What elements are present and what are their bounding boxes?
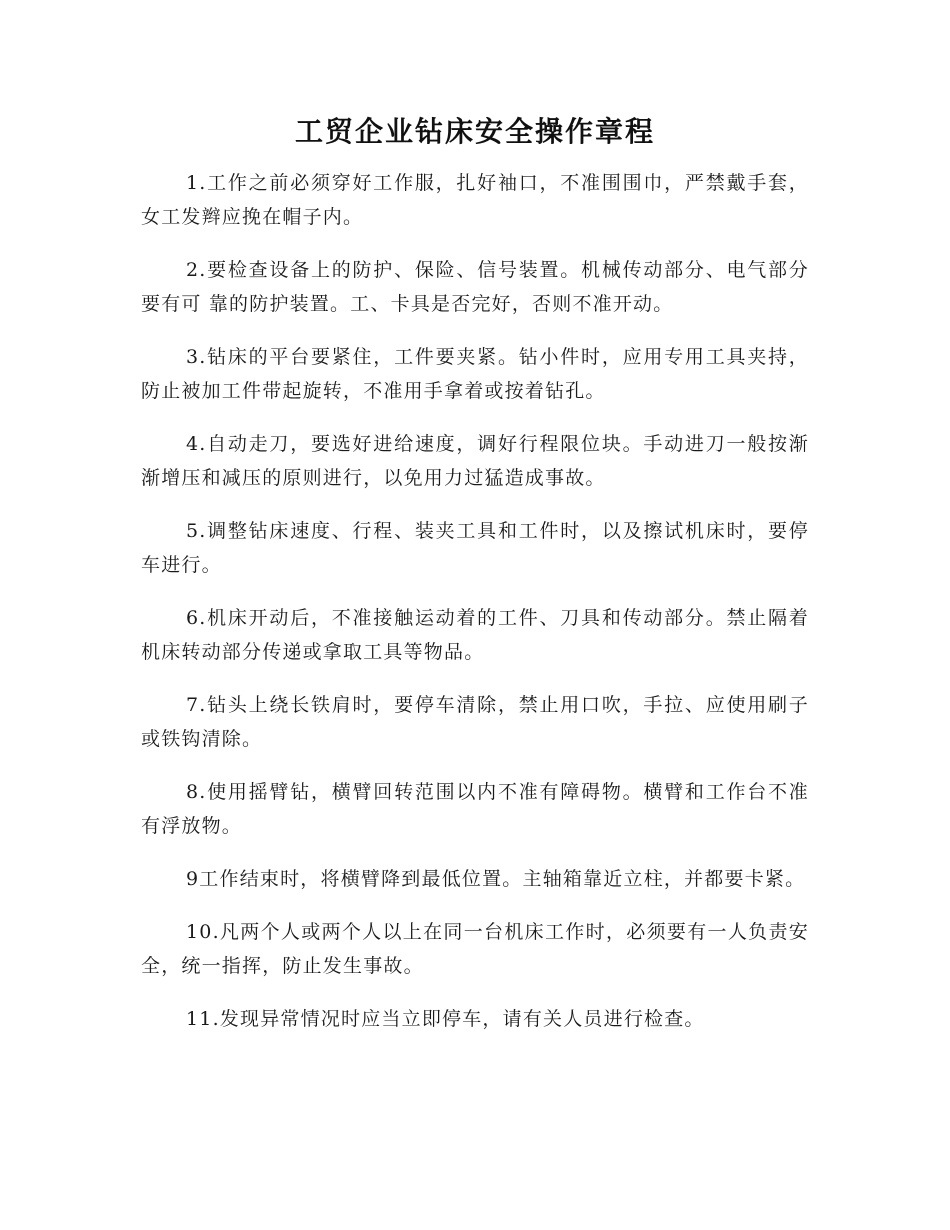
rule-paragraph-1: 1.工作之前必须穿好工作服，扎好袖口，不准围围巾，严禁戴手套，女工发辫应挽在帽子内。 [141,172,809,228]
rule-paragraph-11: 11.发现异常情况时应当立即停车，请有关人员进行检查。 [186,1008,705,1030]
rule-paragraph-6: 6.机床开动后，不准接触运动着的工件、刀具和传动部分。禁止隔着机床转动部分传递或拿取工具等物品。 [141,607,809,663]
rule-paragraph-5: 5.调整钻床速度、行程、装夹工具和工件时，以及擦试机床时，要停车进行。 [141,520,809,576]
document-body [141,166,809,1055]
rule-paragraph-8: 8.使用摇臂钻，横臂回转范围以内不准有障碍物。横臂和工作台不准有浮放物。 [141,781,809,837]
document-title: 工贸企业钻床安全操作章程 [294,115,655,148]
rule-paragraph-2: 2.要检查设备上的防护、保险、信号装置。机械传动部分、电气部分要有可 靠的防护装置。工、卡具是否完好，否则不准开动。 [141,259,809,315]
rule-paragraph-4: 4.自动走刀，要选好进给速度，调好行程限位块。手动进刀一般按渐渐增压和减压的原则进行，以免用力过猛造成事故。 [141,433,809,489]
rule-paragraph-3: 3.钻床的平台要紧住，工件要夹紧。钻小件时，应用专用工具夹持，防止被加工件带起旋转，不准用手拿着或按着钻孔。 [141,346,809,402]
rule-paragraph-7: 7.钻头上绕长铁肩时，要停车清除，禁止用口吹，手拉、应使用刷子或铁钩清除。 [141,694,809,750]
rule-paragraph-9: 9工作结束时，将横臂降到最低位置。主轴箱靠近立柱，并都要卡紧。 [186,868,806,890]
rule-paragraph-10: 10.凡两个人或两个人以上在同一台机床工作时，必须要有一人负责安全，统一指挥，防止发生事故。 [141,921,809,977]
